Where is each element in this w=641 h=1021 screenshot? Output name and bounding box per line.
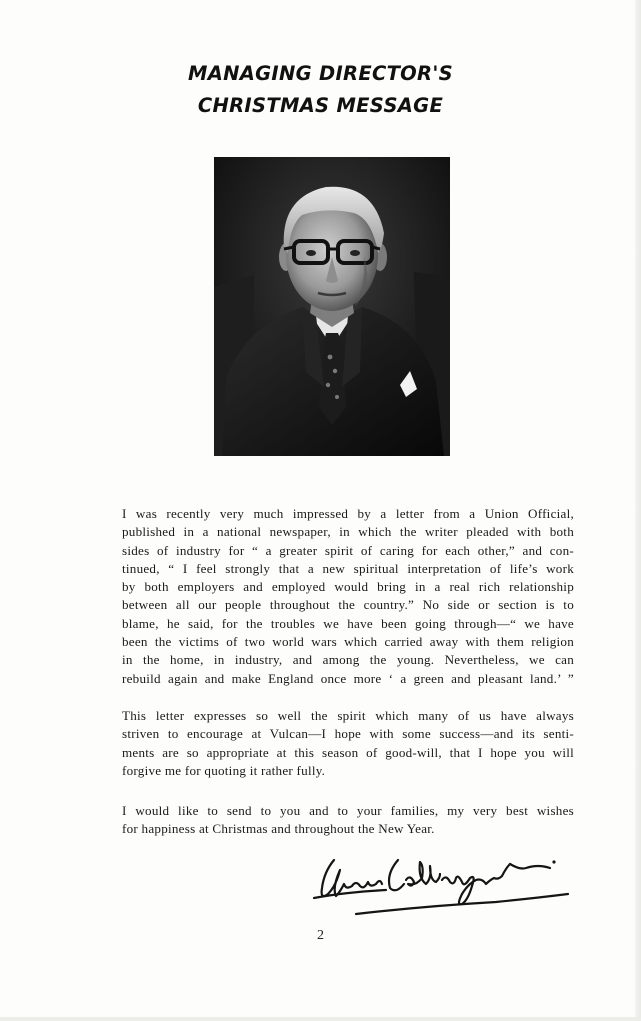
paragraph-2-line: ments are so appropriate at this season of good-will, that I hope you will [122,744,574,760]
paragraph-2-line: forgive me for quoting it rather fully. [122,762,326,778]
paragraph-2-line: striven to encourage at Vulcan—I hope with some success—and its senti- [122,726,574,742]
paragraph-1-line: published in a national newspaper, in which the writer pleaded with both [122,524,574,540]
paragraph-3-line: I would like to send to you and to your families, my very best wishes [122,803,574,818]
portrait-illustration [214,157,450,456]
paragraph-1-line: sides of industry for “ a greater spirit of caring for each other,” and con- [122,542,574,558]
paragraph-1-line: by both employers and employed would bring in a real rich relationship [122,579,574,595]
page-number: 2 [317,928,324,943]
paragraph-1-line: I was recently very much impressed by a letter from a Union Official, [122,506,574,521]
paragraph-2 [122,707,574,780]
page-bottom-edge [0,1017,641,1021]
paragraph-1 [122,505,574,688]
page-title-line-1: MANAGING DIRECTOR'S [188,62,453,85]
paragraph-1-line: been the victims of two world wars which carried away with them religion [122,634,574,650]
paragraph-3 [122,802,574,839]
paragraph-1-line: rebuild again and make England once more ‘ a green and pleasant land.’ ” [122,670,574,686]
paragraph-2-line: This letter expresses so well the spirit which many of us have always [122,708,574,723]
paragraph-3-line: for happiness at Christmas and throughout the New Year. [122,821,435,837]
paragraph-1-line: blame, he said, for the troubles we have been going through—“ we have [122,615,574,631]
page-edge [635,0,641,1021]
paragraph-1-line: between all our people throughout the country.” No side or section is to [122,597,574,613]
signature-icon [306,848,576,923]
paragraph-1-line: in the home, in industry, and among the young. Nevertheless, we can [122,652,574,668]
signature [306,848,576,923]
paragraph-1-line: tinued, “ I feel strongly that a new spiritual interpretation of life’s work [122,560,574,576]
portrait-photo [214,157,450,456]
page-title-line-2: CHRISTMAS MESSAGE [197,94,444,117]
